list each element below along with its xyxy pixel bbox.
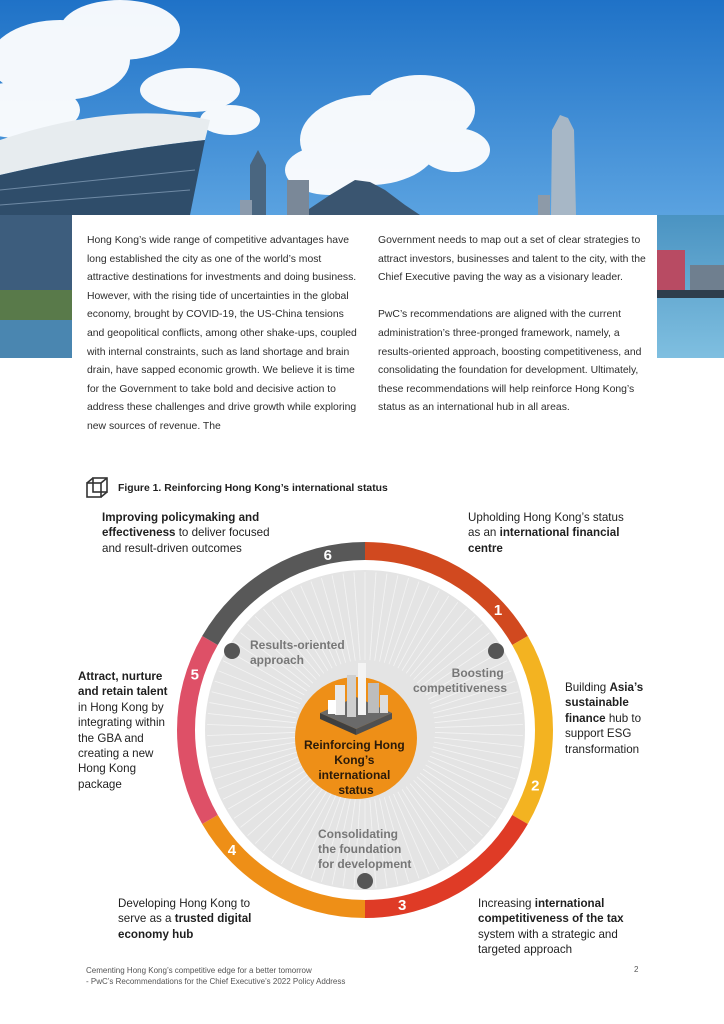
pillar-dot-boosting xyxy=(488,643,504,659)
footer-line: - PwC’s Recommendations for the Chief Executive’s 2022 Policy Address xyxy=(86,977,346,986)
outcome-3: Increasing international competitiveness of the tax system with a strategic and targeted approach xyxy=(478,897,624,957)
outcome-5: Attract, nurture and retain talent in Hong Kong by integrating within the GBA and creating a new Hong Kong package xyxy=(78,670,168,791)
figure-title: Figure 1. Reinforcing Hong Kong’s international status xyxy=(118,482,388,494)
cube-icon xyxy=(86,477,108,499)
page-number: 2 xyxy=(634,965,639,974)
body-paragraph: Hong Kong’s wide range of competitive advantages have long established the city as one of the world’s most attractive destinations for investments and doing business. However, with the rising tide of uncertainties in the global economy, brought by COVID-19, the US-China tensions and geopolitical conflicts, among other shake-ups, coupled with internal constraints, such as land shortage and brain drain, have sapped economic growth. We believe it is time for the Government to take bold and decisive action to address these challenges and drive growth while exploring new sources of revenue. The xyxy=(87,235,357,432)
status-diagram xyxy=(170,535,560,925)
segment-number-4: 4 xyxy=(227,841,237,859)
outcome-4: Developing Hong Kong to serve as a trusted digital economy hub xyxy=(118,897,252,941)
figure-header xyxy=(86,477,388,499)
body-column-right xyxy=(378,232,650,437)
body-paragraph: Government needs to map out a set of clear strategies to attract investors, businesses and talent to the city, with the Chief Executive paving the way as a visionary leader. xyxy=(378,235,646,284)
pillar-dot-results xyxy=(224,643,240,659)
footer xyxy=(86,965,345,987)
pillar-label-results: Results-oriented approach xyxy=(250,638,345,667)
center-label: Reinforcing Hong Kong’s international status xyxy=(303,738,405,797)
segment-number-6: 6 xyxy=(323,546,332,564)
segment-number-2: 2 xyxy=(531,777,540,795)
pillar-dot-consolidating xyxy=(357,873,373,889)
outcome-2: Building Asia’s sustainable finance hub to support ESG transformation xyxy=(565,681,644,756)
footer-line: Cementing Hong Kong’s competitive edge for a better tomorrow xyxy=(86,966,312,975)
segment-number-3: 3 xyxy=(398,897,407,915)
body-paragraph: PwC’s recommendations are aligned with the current administration’s three-pronged framework, namely, a results-oriented approach, boosting competitiveness, and consolidating the foundation for development. Ultimately, these recommendations will help reinforce Hong Kong’s status as an international hub in all areas. xyxy=(378,309,642,414)
segment-number-5: 5 xyxy=(190,666,199,684)
segment-number-1: 1 xyxy=(493,602,503,620)
body-column-left xyxy=(87,232,359,455)
outcome-1: Upholding Hong Kong’s status as an international financial centre xyxy=(468,511,624,555)
pillar-label-boosting: Boosting competitiveness xyxy=(412,666,507,695)
pillar-label-consolidating: Consolidating the foundation for development xyxy=(318,827,412,871)
outcome-6: Improving policymaking and effectiveness to deliver focused and result-driven outcomes xyxy=(102,511,270,555)
